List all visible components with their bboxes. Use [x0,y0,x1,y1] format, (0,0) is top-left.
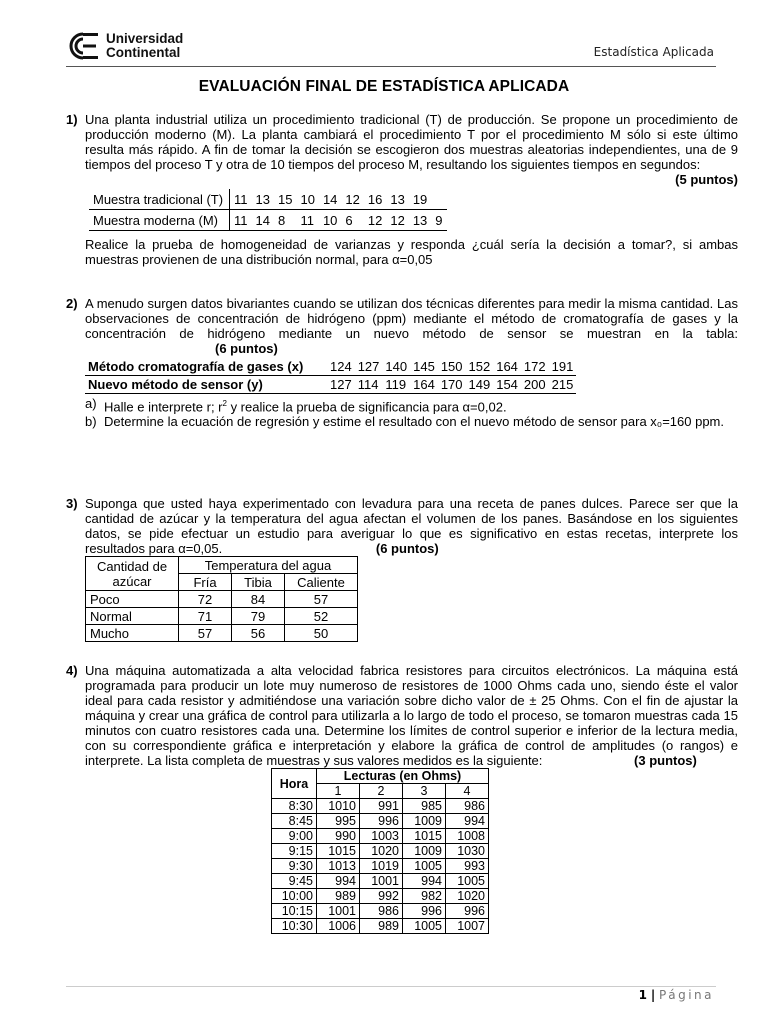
table-row [85,376,576,394]
sub-item-text: Halle e interprete r; r [104,399,223,415]
samples-table [89,189,447,231]
table-cell: 12 [386,210,408,231]
question-number: 1) [66,112,78,127]
reading-cell: 994 [317,874,360,889]
table-cell: 127 [355,358,383,376]
sub-item-text: Determine la ecuación de regresión y estime el resultado con el nuevo método de sensor para x₀=160 ppm. [104,414,725,430]
table-cell: 79 [232,608,285,625]
table-cell [431,189,446,210]
table-cell: 13 [409,210,431,231]
hour-header: Hora [272,769,317,799]
reading-cell: 989 [360,919,403,934]
reading-cell: 996 [403,904,446,919]
table-cell: 114 [355,376,383,394]
question-points: (6 puntos) [375,541,439,556]
table-cell: 11 [230,189,252,210]
table-cell: 14 [319,189,341,210]
question-text: A menudo surgen datos bivariantes cuando se utilizan dos técnicas diferentes para medir la misma cantidad. Las observaciones de concentración de hidrógeno (ppm) mediante el método de cromatografía de gases y la concentración de hidrógeno mediante un nuevo método de sensor se muestran en la tabla: [85,296,738,341]
table-cell: 72 [179,591,232,608]
reading-cell: 1019 [360,859,403,874]
table-row [86,608,358,625]
reading-cell: 1013 [317,859,360,874]
reading-cell: 986 [446,799,489,814]
table-row [86,625,358,642]
column-header: 4 [446,784,489,799]
logo-line-1: Universidad [106,31,184,46]
table-cell: 84 [232,591,285,608]
table-cell: 57 [285,591,358,608]
reading-cell: 1006 [317,919,360,934]
reading-cell: 994 [403,874,446,889]
table-cell: 191 [549,358,577,376]
reading-cell: 995 [317,814,360,829]
table-cell: 164 [410,376,438,394]
reading-cell: 993 [446,859,489,874]
page-title: EVALUACIÓN FINAL DE ESTADÍSTICA APLICADA [198,78,570,95]
table-row [272,889,489,904]
column-header: 3 [403,784,446,799]
reading-cell: 996 [360,814,403,829]
question-number: 3) [66,496,78,511]
hour-cell: 10:00 [272,889,317,904]
table-cell: 140 [382,358,410,376]
period: . [218,541,223,556]
reading-cell: 991 [360,799,403,814]
reading-cell: 990 [317,829,360,844]
question-2 [66,296,738,429]
table-cell: 56 [232,625,285,642]
reading-cell: 992 [360,889,403,904]
row-label: Muestra tradicional (T) [89,189,230,210]
table-cell: 164 [493,358,521,376]
row-label: Nuevo método de sensor (y) [85,376,327,394]
reading-cell: 986 [360,904,403,919]
table-cell: 16 [364,189,386,210]
reading-cell: 1030 [446,844,489,859]
reading-cell: 1015 [317,844,360,859]
page-footer [639,988,714,1002]
table-cell: 13 [386,189,408,210]
column-header: 1 [317,784,360,799]
hour-cell: 10:15 [272,904,317,919]
reading-cell: 1003 [360,829,403,844]
sub-item-label: a) [85,396,97,411]
readings-body [272,799,489,934]
table-cell: 11 [230,210,252,231]
hour-cell: 10:30 [272,919,317,934]
question-prompt: Realice la prueba de homogeneidad de varianzas y responda ¿cuál sería la decisión a tomar?, si ambas muestras provienen de una distribución normal, para α=0,05 [85,237,738,267]
table-cell: 170 [438,376,466,394]
table-cell: 10 [296,189,318,210]
table-row [272,904,489,919]
hour-cell: 9:00 [272,829,317,844]
question-number: 2) [66,296,78,311]
table-row [89,210,447,231]
logo-text [106,32,183,60]
table-header-row [86,557,358,574]
table-cell: 19 [409,189,431,210]
row-label: Método cromatografía de gases (x) [85,358,327,376]
column-header: 2 [360,784,403,799]
row-label: Mucho [86,625,179,642]
reading-cell: 1020 [446,889,489,904]
table-cell: 172 [521,358,549,376]
question-number: 4) [66,663,78,678]
reading-cell: 985 [403,799,446,814]
reading-cell: 1005 [403,859,446,874]
hour-cell: 9:45 [272,874,317,889]
footer-divider [66,986,716,987]
column-header: Tibia [232,574,285,591]
row-label: Poco [86,591,179,608]
column-header: Fría [179,574,232,591]
table-row [272,829,489,844]
table-cell: 12 [364,210,386,231]
reading-cell: 996 [446,904,489,919]
question-text: Una planta industrial utiliza un procedimiento tradicional (T) de producción. Se propone un procedimiento de producción moderno (M). La planta cambiará el procedimiento T por el procedimiento M sólo si este último resulta más rápido. A fin de tomar la decisión se escogieron dos muestras aleatorias independientes, una de 9 tiempos del proceso T y otra de 10 tiempos del proceso M, resultando los siguientes tiempos en segundos: [85,112,738,172]
reading-cell: 1001 [360,874,403,889]
table-cell: 15 [274,189,296,210]
table-cell: 11 [296,210,318,231]
sugar-temperature-table [85,556,358,642]
table-row [272,919,489,934]
reading-cell: 989 [317,889,360,904]
row-label: Normal [86,608,179,625]
table-cell: 8 [274,210,296,231]
hour-cell: 8:45 [272,814,317,829]
row-label: Muestra moderna (M) [89,210,230,231]
question-points: (3 puntos) [634,753,697,768]
table-row [86,591,358,608]
reading-cell: 994 [446,814,489,829]
reading-cell: 1005 [403,919,446,934]
table-cell: 149 [466,376,494,394]
table-cell: 145 [410,358,438,376]
reading-cell: 1020 [360,844,403,859]
table-cell: 154 [493,376,521,394]
table-cell: 152 [466,358,494,376]
sub-item-a [85,396,738,414]
table-row [272,874,489,889]
question-text: Suponga que usted haya experimentado con levadura para una receta de panes dulces. Parece ser que la cantidad de azúcar y la temperatura del agua afectan el volumen de los panes. Basándose en los siguientes datos, se pide efectuar un estudio para averiguar lo que es significativo en estas recetas, interprete los resultados para α=0,05 [85,496,738,556]
question-1 [66,112,738,267]
column-header: Caliente [285,574,358,591]
table-header-row [272,769,489,784]
reading-cell: 1009 [403,814,446,829]
question-points: (5 puntos) [675,172,738,187]
page-word: Página [659,988,714,1002]
table-cell: 150 [438,358,466,376]
table-cell: 9 [431,210,446,231]
hydrogen-table [85,358,576,394]
reading-cell: 1005 [446,874,489,889]
footer-separator: | [650,988,656,1002]
table-cell: 119 [382,376,410,394]
table-cell: 10 [319,210,341,231]
resistor-readings-table [271,768,489,934]
table-cell: 13 [252,189,274,210]
question-4 [66,663,738,934]
university-logo-icon [66,31,100,61]
page-number: 1 [638,988,647,1002]
reading-cell: 982 [403,889,446,904]
table-cell: 12 [341,189,363,210]
sub-item-b [85,414,738,429]
table-row [272,859,489,874]
reading-cell: 1008 [446,829,489,844]
header-divider [66,66,716,67]
table-cell: 14 [252,210,274,231]
table-row [272,799,489,814]
table-cell: 200 [521,376,549,394]
question-points: (6 puntos) [215,341,278,356]
reading-cell: 1009 [403,844,446,859]
question-3 [66,496,738,642]
table-cell: 50 [285,625,358,642]
reading-cell: 1015 [403,829,446,844]
group-header: Lecturas (en Ohms) [317,769,489,784]
table-cell: 124 [327,358,355,376]
sub-item-label: b) [85,414,97,430]
table-cell: 127 [327,376,355,394]
table-cell: 215 [549,376,577,394]
hour-cell: 9:15 [272,844,317,859]
logo-line-2: Continental [106,45,181,60]
reading-cell: 1001 [317,904,360,919]
table-cell: 71 [179,608,232,625]
course-name: Estadística Aplicada [593,45,714,59]
sub-items [85,396,738,429]
table-row [89,189,447,210]
group-header: Temperatura del agua [179,557,358,574]
table-cell: 57 [179,625,232,642]
corner-header: Cantidad de azúcar [86,557,179,591]
question-text: Una máquina automatizada a alta velocidad fabrica resistores para circuitos electrónicos. La máquina está programada para producir un lote muy numeroso de resistores de 1000 Ohms cada uno, siendo éste el valor ideal para cada resistor y admitiéndose una variación sobre dicho valor de ± 25 Ohms. Con el fin de ajustar la máquina y crear una gráfica de control para utilizarla a lo largo de todo el proceso, se tomaron muestras cada 15 minutos con cuatro resistores cada una. Determine los límites de control superior e inferior de la lectura media, con su correspondiente gráfica e interpretación y elabore la gráfica de control de amplitudes (o rangos) e interprete. La lista completa de muestras y sus valores medidos es la siguiente: [85,663,738,768]
sub-item-text: y realice la prueba de significancia para α=0,02. [226,399,507,415]
table-cell: 52 [285,608,358,625]
table-row [85,358,576,376]
reading-cell: 1007 [446,919,489,934]
reading-cell: 1010 [317,799,360,814]
table-cell: 6 [341,210,363,231]
university-logo [66,31,183,61]
table-row [272,814,489,829]
table-row [272,844,489,859]
hour-cell: 9:30 [272,859,317,874]
superscript: 2 [222,399,227,408]
hour-cell: 8:30 [272,799,317,814]
